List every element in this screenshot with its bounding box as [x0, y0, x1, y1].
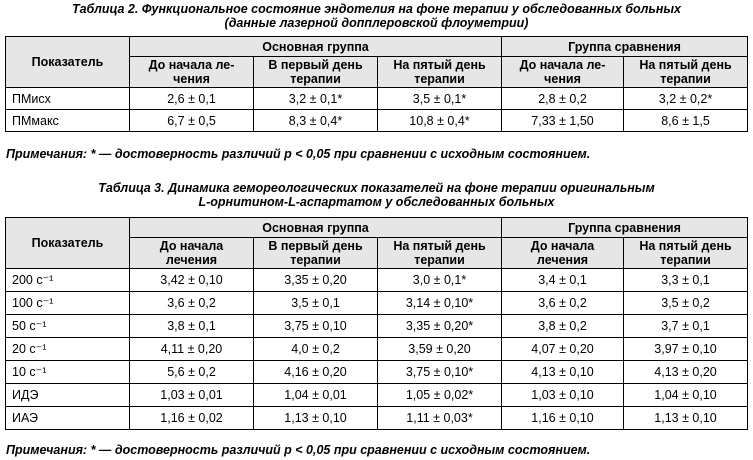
table3-subheader: На пятый день терапии	[378, 238, 502, 269]
table-cell: 3,97 ± 0,10	[624, 338, 748, 361]
table-cell: 3,8 ± 0,2	[502, 315, 624, 338]
table-cell: 4,0 ± 0,2	[254, 338, 378, 361]
table-cell: 1,03 ± 0,01	[130, 384, 254, 407]
table-row	[6, 384, 748, 407]
table-row	[6, 292, 748, 315]
row-label: ПМмакс	[6, 110, 130, 132]
table-cell: 4,13 ± 0,10	[502, 361, 624, 384]
table-cell: 1,13 ± 0,10	[624, 407, 748, 430]
table3-caption-line2: L-орнитином-L-аспартатом у обследованных больных	[198, 195, 555, 209]
table-cell: 1,16 ± 0,02	[130, 407, 254, 430]
table3-caption-line1: Таблица 3. Динамика гемореологических показателей на фоне терапии оригинальным	[98, 181, 655, 195]
table-cell: 3,75 ± 0,10*	[378, 361, 502, 384]
table-cell: 3,5 ± 0,1	[254, 292, 378, 315]
table3-header-indicator: Показатель	[6, 218, 130, 269]
table-cell: 6,7 ± 0,5	[130, 110, 254, 132]
table-cell: 1,04 ± 0,01	[254, 384, 378, 407]
table-cell: 3,2 ± 0,1*	[254, 88, 378, 110]
row-label: ПМисх	[6, 88, 130, 110]
table-row	[6, 315, 748, 338]
table-cell: 2,8 ± 0,2	[502, 88, 624, 110]
table-row	[6, 110, 748, 132]
table-cell: 3,6 ± 0,2	[130, 292, 254, 315]
table-cell: 1,13 ± 0,10	[254, 407, 378, 430]
table-cell: 3,59 ± 0,20	[378, 338, 502, 361]
table-cell: 3,6 ± 0,2	[502, 292, 624, 315]
table3-caption	[0, 181, 753, 209]
table-cell: 3,35 ± 0,20	[254, 269, 378, 292]
table2-header-main-group: Основная группа	[130, 37, 502, 57]
table2-caption-line1: Таблица 2. Функциональное состояние эндотелия на фоне терапии у обследованных больных	[71, 2, 682, 16]
table2	[5, 36, 748, 132]
table-cell: 3,14 ± 0,10*	[378, 292, 502, 315]
table-cell: 4,11 ± 0,20	[130, 338, 254, 361]
table-cell: 8,3 ± 0,4*	[254, 110, 378, 132]
table-cell: 4,13 ± 0,20	[624, 361, 748, 384]
table-cell: 3,75 ± 0,10	[254, 315, 378, 338]
table-cell: 10,8 ± 0,4*	[378, 110, 502, 132]
table2-header-compare-group: Группа сравнения	[502, 37, 748, 57]
table3-header-main-group: Основная группа	[130, 218, 502, 238]
table-cell: 3,2 ± 0,2*	[624, 88, 748, 110]
table-cell: 1,11 ± 0,03*	[378, 407, 502, 430]
table-cell: 1,05 ± 0,02*	[378, 384, 502, 407]
table2-subheader: На пятый день терапии	[378, 57, 502, 88]
table2-caption-line2: (данные лазерной допплеровской флоуметрии)	[224, 16, 529, 30]
table-cell: 5,6 ± 0,2	[130, 361, 254, 384]
table-cell: 1,03 ± 0,10	[502, 384, 624, 407]
table-cell: 3,0 ± 0,1*	[378, 269, 502, 292]
table-cell: 4,07 ± 0,20	[502, 338, 624, 361]
table-cell: 3,35 ± 0,20*	[378, 315, 502, 338]
table2-caption	[0, 2, 753, 30]
table-cell: 3,3 ± 0,1	[624, 269, 748, 292]
table2-note: Примечания: * — достоверность различий p < 0,05 при сравнении с исходным состоянием.	[6, 147, 591, 161]
table-cell: 3,5 ± 0,2	[624, 292, 748, 315]
table-cell: 8,6 ± 1,5	[624, 110, 748, 132]
table-row	[6, 407, 748, 430]
table-cell: 1,16 ± 0,10	[502, 407, 624, 430]
table-cell: 3,42 ± 0,10	[130, 269, 254, 292]
table-cell: 3,7 ± 0,1	[624, 315, 748, 338]
table-cell: 7,33 ± 1,50	[502, 110, 624, 132]
table-row	[6, 338, 748, 361]
row-label: 100 с⁻¹	[6, 292, 130, 315]
table3-subheader: До начала лечения	[130, 238, 254, 269]
table-cell: 3,8 ± 0,1	[130, 315, 254, 338]
row-label: 20 с⁻¹	[6, 338, 130, 361]
table3	[5, 217, 748, 430]
table-cell: 2,6 ± 0,1	[130, 88, 254, 110]
table-cell: 3,5 ± 0,1*	[378, 88, 502, 110]
table3-subheader: На пятый день терапии	[624, 238, 748, 269]
row-label: ИДЭ	[6, 384, 130, 407]
table3-note: Примечания: * — достоверность различий p < 0,05 при сравнении с исходным состоянием.	[6, 443, 591, 457]
table-cell: 3,4 ± 0,1	[502, 269, 624, 292]
table-cell: 4,16 ± 0,20	[254, 361, 378, 384]
row-label: 50 с⁻¹	[6, 315, 130, 338]
table-cell: 1,04 ± 0,10	[624, 384, 748, 407]
table3-subheader: До начала лечения	[502, 238, 624, 269]
row-label: 200 с⁻¹	[6, 269, 130, 292]
table3-header-compare-group: Группа сравнения	[502, 218, 748, 238]
table2-subheader: В первый день терапии	[254, 57, 378, 88]
row-label: 10 с⁻¹	[6, 361, 130, 384]
table3-subheader: В первый день терапии	[254, 238, 378, 269]
table-row	[6, 269, 748, 292]
table2-subheader: До начала ле- чения	[502, 57, 624, 88]
table2-subheader: На пятый день терапии	[624, 57, 748, 88]
table-row	[6, 361, 748, 384]
table2-subheader: До начала ле- чения	[130, 57, 254, 88]
table-row	[6, 88, 748, 110]
row-label: ИАЭ	[6, 407, 130, 430]
table2-header-indicator: Показатель	[6, 37, 130, 88]
